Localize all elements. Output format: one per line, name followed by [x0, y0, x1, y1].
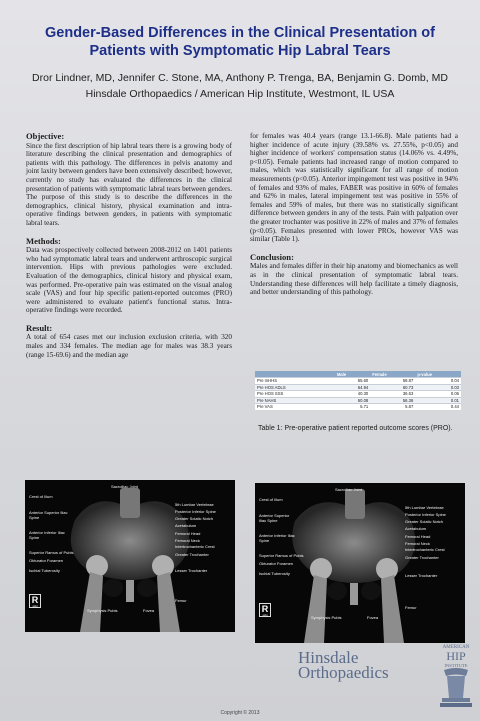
xray-label: Sacroiliac Joint	[335, 487, 362, 492]
pelvis-xray-right	[255, 483, 465, 643]
xray-label: Greater Trochanter	[175, 552, 209, 557]
svg-text:INSTITUTE: INSTITUTE	[444, 663, 468, 668]
pelvis-xray-left	[25, 480, 235, 632]
table-cell: 0.04	[415, 378, 461, 385]
affiliation: Hinsdale Orthopaedics / American Hip Institute, Westmont, IL USA	[85, 88, 395, 100]
xray-label: Obturator Foramen	[29, 558, 64, 563]
right-column	[250, 132, 458, 306]
table-header-cell: p-value	[415, 371, 461, 378]
table-cell: 60.08	[335, 397, 370, 404]
xray-label: Symphysis Pubis	[87, 608, 118, 613]
xray-label: Acetabulum	[405, 526, 427, 531]
methods-text: Data was prospectively collected between 2008-2012 on 1401 patients who had symptomatic labral tears and underwent arthroscopic surgical intervention. Hips with previous pathologies were excluded. Evaluation of the demographics, clinical history and physical exam, was performed. Pre-operative pain was estimated on the visual analog scale (VAS) and four hip specific patient-reported outcomes (PRO) were administered to evaluate patient's functional status. Intra-operative findings were recorded.	[26, 246, 232, 315]
table-cell: 65.60	[335, 378, 370, 385]
xray-label: Femoral Head	[405, 534, 431, 539]
xray-label: Crest of Ilium	[259, 497, 283, 502]
svg-text:AMERICAN: AMERICAN	[442, 645, 470, 650]
american-hip-institute-logo	[438, 640, 474, 715]
xray-label: Greater Sciatic Notch	[405, 519, 444, 524]
xray-label: Sacroiliac Joint	[111, 484, 138, 489]
table-cell: 36.63	[370, 391, 415, 398]
radiology-badge: R wiki	[29, 594, 41, 608]
xray-label: Intertrochanteric Crest	[405, 547, 445, 552]
xray-label: Superior Ramus of Pubis	[29, 550, 74, 555]
table-caption: Table 1: Pre-operative patient reported outcome scores (PRO).	[258, 425, 453, 432]
methods-heading: Methods:	[26, 235, 61, 246]
table-row	[255, 404, 461, 410]
xray-label: Anterior Inferior Iliac Spine	[29, 530, 65, 540]
table-header-cell: Male	[335, 371, 370, 378]
xray-label: Femoral Head	[175, 531, 201, 536]
radiology-badge: R wiki	[259, 603, 271, 617]
conclusion-text: Males and females differ in their hip anatomy and biomechanics as well as in the clinical presentation of symptomatic labral tears. Understanding these differences will help facilitate a timely diagnosis, and better understanding of this pathology.	[250, 262, 458, 297]
pro-scores-table	[255, 371, 461, 410]
xray-label: Greater Trochanter	[405, 555, 439, 560]
xray-label: Femur	[175, 598, 187, 603]
xray-label: Lesser Trochanter	[175, 568, 208, 573]
xray-label: Ischial Tuberosity	[29, 568, 60, 573]
table-cell: 64.94	[335, 384, 370, 391]
xray-label: Anterior Inferior Iliac Spine	[259, 533, 295, 543]
xray-label: Superior Ramus of Pubis	[259, 553, 304, 558]
table-cell: 5.71	[335, 404, 370, 410]
table-cell: Pre HOS SSS	[255, 391, 335, 398]
xray-label: Posterior Inferior Spine	[175, 509, 216, 514]
table-header-cell: Female	[370, 371, 415, 378]
xray-label: Intertrochanteric Crest	[175, 544, 215, 549]
table-cell: 5.87	[370, 404, 415, 410]
xray-label: Lesser Trochanter	[405, 573, 438, 578]
result-text-left: A total of 654 cases met our inclusion exclusion criteria, with 320 males and 334 females. The median age for males was 38.3 years (range 15-69.6) and the median age	[26, 333, 232, 359]
svg-text:HIP: HIP	[446, 649, 466, 663]
xray-label: Anterior Superior Iliac Spine	[29, 510, 68, 520]
conclusion-heading: Conclusion:	[250, 251, 294, 262]
table-cell: 0.01	[415, 397, 461, 404]
table-cell: 0.44	[415, 404, 461, 410]
xray-label: Ischial Tuberosity	[259, 571, 290, 576]
result-text-right: for females was 40.4 years (range 13.1-66.8). Male patients had a higher incidence of acute injury (39.58% vs. 27.55%, p<0.05) and higher incidence of workers' compensation status (14.06% vs. 4.49%, p<0.05). Female patients had increased range of motion compared to males, which was statistically significant for all range of motion measurements (p<0.05). Anterior impingement test was positive in 94% of females and 93% of males, FABER was positive in 60% of females and 62% in males, lateral impingement test was positive in 55% of females and 59% of males, but there was no statistically significant difference between genders in any of the tests. Pain with palpation over the greater trochanter was positive in 22% of males and 37% of females (p<0.05). Females presented with lower PROs, however VAS was similar (Table 1).	[250, 132, 458, 244]
left-column	[26, 132, 232, 368]
table-cell: Pre HOS ADLS	[255, 384, 335, 391]
xray-label: Femur	[405, 605, 417, 610]
table-cell: 58.87	[370, 378, 415, 385]
table-cell: 0.06	[415, 391, 461, 398]
hinsdale-orthopaedics-logo: Hinsdale Orthopaedics	[298, 648, 389, 682]
xray-label: Femoral Neck	[175, 538, 200, 543]
xray-label: Fovea	[143, 608, 155, 613]
xray-label: Greater Sciatic Notch	[175, 516, 214, 521]
xray-label: 5th Lumbar Vertebrae	[405, 505, 444, 510]
xray-label: Crest of Ilium	[29, 494, 53, 499]
author-list: Dror Lindner, MD, Jennifer C. Stone, MA, Anthony P. Trenga, BA, Benjamin G. Domb, MD	[32, 72, 448, 84]
xray-label: Fovea	[367, 615, 379, 620]
xray-label: 5th Lumbar Vertebrae	[175, 502, 214, 507]
table-cell: 0.03	[415, 384, 461, 391]
objective-text: Since the first description of hip labral tears there is a growing body of literature describing the clinical presentation and demographics of patients with this pathology. The differences in pelvis anatomy and joint laxity between genders have been extensively described; however, currently no study has evaluated the differences in the clinical presentation of patients with symptomatic labral tears between genders. The purpose of this study is to describe the differences in the demographics, clinical history, physical examination and intra-operative findings between genders, in patients with symptomatic labral tears.	[26, 141, 232, 227]
objective-heading: Objective:	[26, 131, 65, 141]
xray-label: Anterior Superior Iliac Spine	[259, 513, 290, 523]
result-heading: Result:	[26, 322, 53, 333]
table-cell: Pre mHHS	[255, 378, 335, 385]
xray-label: Symphysis Pubis	[311, 615, 342, 620]
table-cell: Pre NAHS	[255, 397, 335, 404]
xray-label: Posterior Inferior Spine	[405, 512, 446, 517]
table-cell: 60.73	[370, 384, 415, 391]
poster-title: Gender-Based Differences in the Clinical Presentation of Patients with Symptomatic Hip Labral Tears	[45, 25, 435, 59]
table-cell: 56.36	[370, 397, 415, 404]
xray-label: Obturator Foramen	[259, 561, 294, 566]
xray-label: Acetabulum	[175, 523, 197, 528]
xray-label: Femoral Neck	[405, 541, 430, 546]
copyright-notice: Copyright © 2013	[220, 710, 260, 716]
table-cell: Pre VAS	[255, 404, 335, 410]
table-cell: 40.30	[335, 391, 370, 398]
